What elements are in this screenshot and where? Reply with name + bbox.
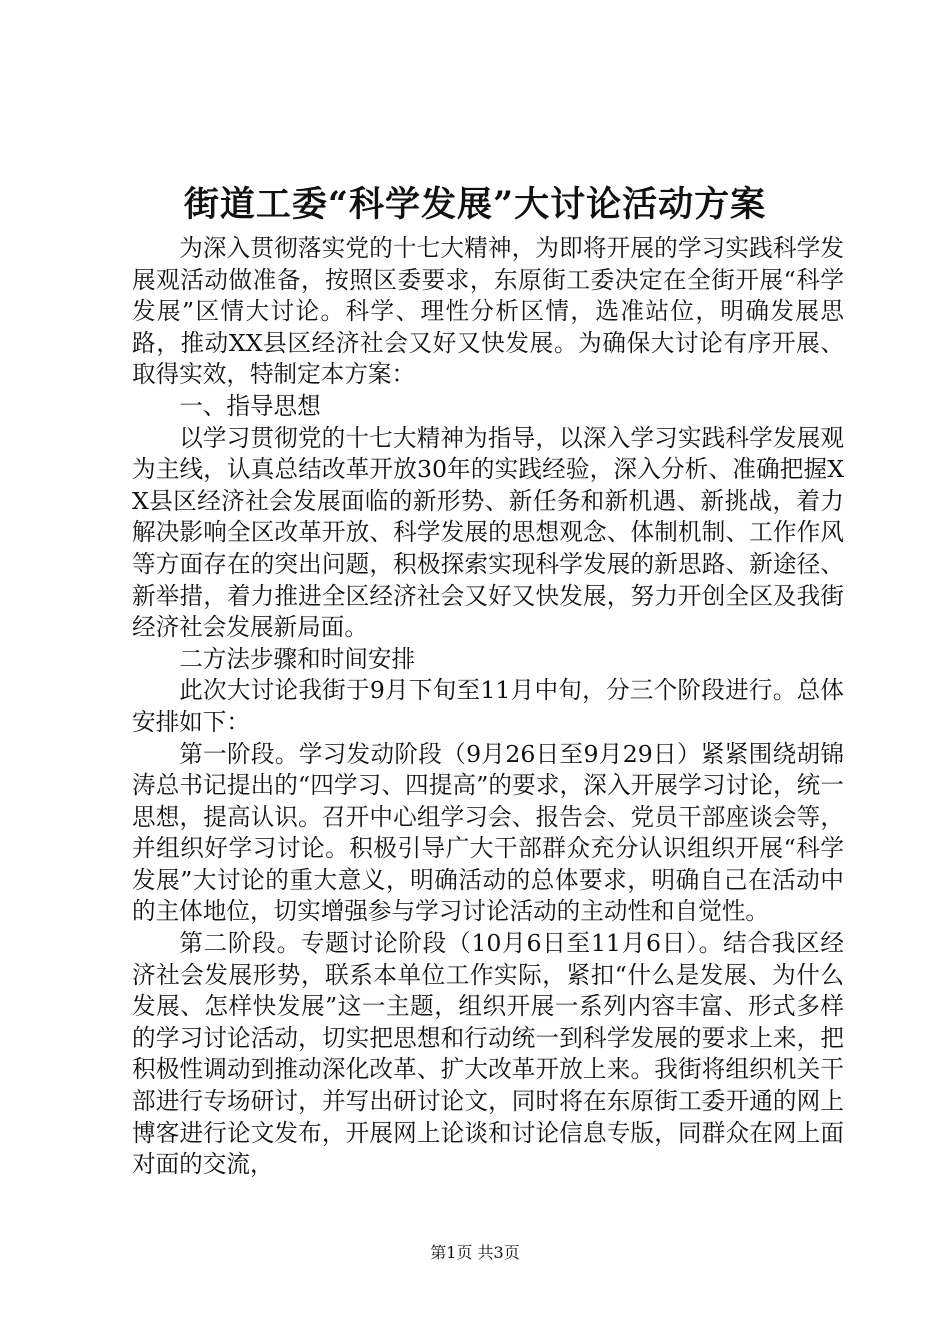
paragraph-stage-two: 第二阶段。专题讨论阶段（10月6日至11月6日）。结合我区经济社会发展形势，联系本单位工作实际，紧扣“什么是发展、为什么发展、怎样快发展”这一主题，组织开展一系列内容丰富、形式多样的学习讨论活动，切实把思想和行动统一到科学发展的要求上来，把积极性调动到推动深化改革、扩大改革开放上来。我街将组织机关干部进行专场研讨，并写出研讨论文，同时将在东原街工委开通的网上博客进行论文发布，开展网上论谈和讨论信息专版，同群众在网上面对面的交流， [132,929,844,1179]
paragraph-guiding-ideology: 以学习贯彻党的十七大精神为指导，以深入学习实践科学发展观为主线，认真总结改革开放30年的实践经验，深入分析、准确把握XX县区经济社会发展面临的新形势、新任务和新机遇、新挑战，着力解决影响全区改革开放、科学发展的思想观念、体制机制、工作作风等方面存在的突出问题，积极探索实现科学发展的新思路、新途径、新举措，着力推进全区经济社会又好又快发展，努力开创全区及我街经济社会发展新局面。 [132,423,844,642]
paragraph-schedule-overview: 此次大讨论我街于9月下旬至11月中旬，分三个阶段进行。总体安排如下： [132,676,844,736]
page-footer: 第1页 共3页 [430,1243,520,1262]
paragraph-stage-one: 第一阶段。学习发动阶段（9月26日至9月29日）紧紧围绕胡锦涛总书记提出的“四学习、四提高”的要求，深入开展学习讨论，统一思想，提高认识。召开中心组学习会、报告会、党员干部座谈会等，并组织好学习讨论。积极引导广大干部群众充分认识组织开展“科学发展”大讨论的重大意义，明确活动的总体要求，明确自己在活动中的主体地位，切实增强参与学习讨论活动的主动性和自觉性。 [132,739,844,926]
document-body [132,233,844,1181]
heading-guiding-ideology: 一、指导思想 [179,391,321,420]
heading-methods-schedule: 二方法步骤和时间安排 [179,644,416,673]
document-title: 街道工委“科学发展”大讨论活动方案 [183,184,767,225]
paragraph-intro: 为深入贯彻落实党的十七大精神，为即将开展的学习实践科学发展观活动做准备，按照区委要求，东原街工委决定在全街开展“科学发展”区情大讨论。科学、理性分析区情，选准站位，明确发展思路，推动XX县区经济社会又好又快发展。为确保大讨论有序开展、取得实效，特制定本方案： [132,234,844,389]
